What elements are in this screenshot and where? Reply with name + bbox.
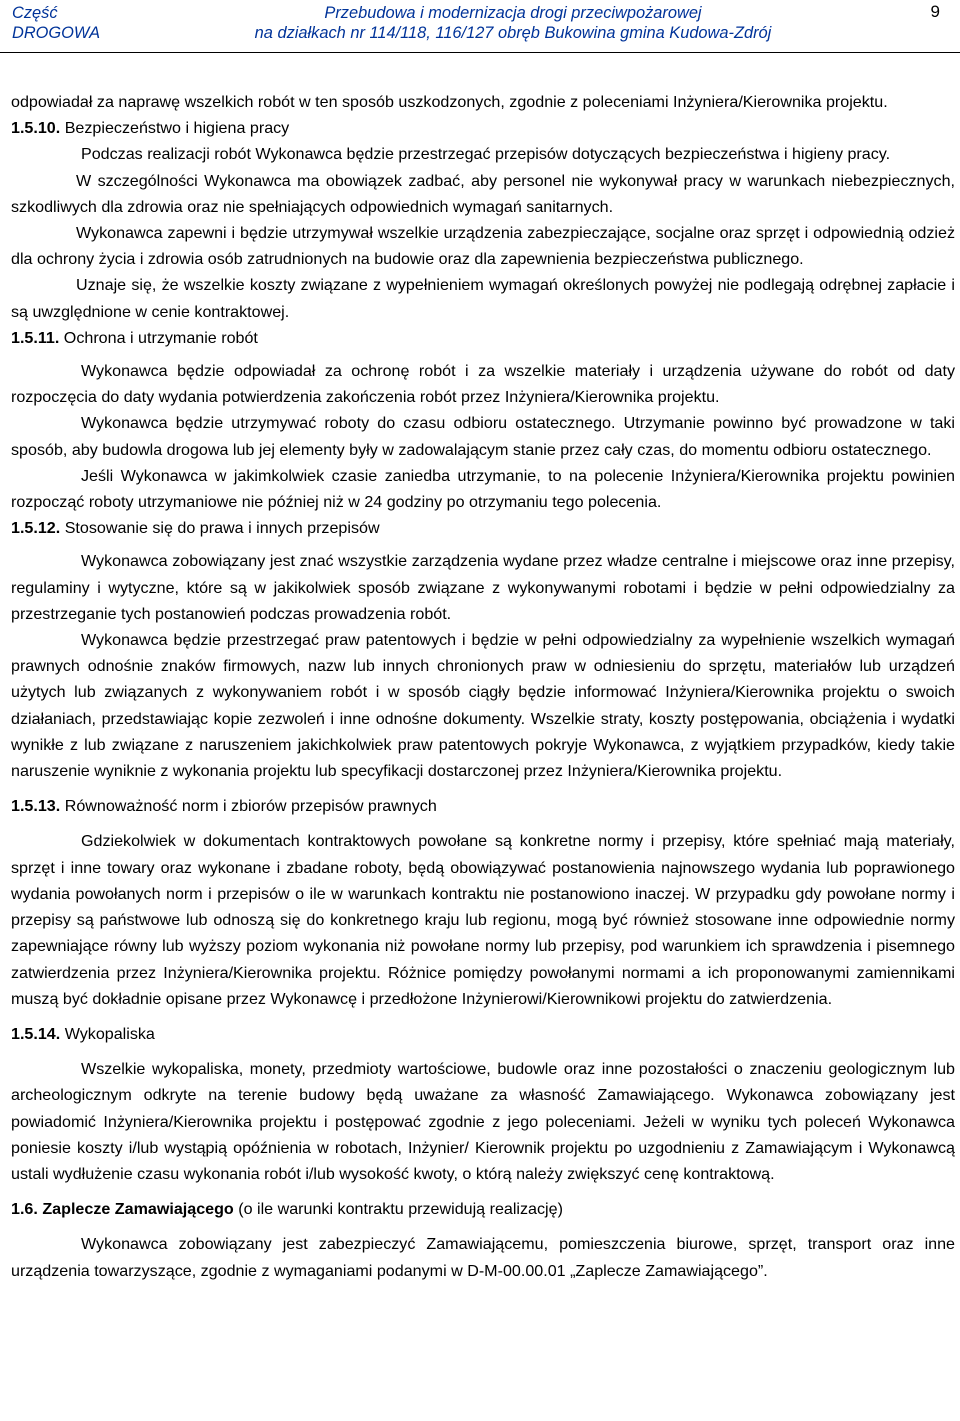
paragraph: Wykonawca zapewni i będzie utrzymywał wszelkie urządzenia zabezpieczające, socjalne oraz sprzęt i odpowiednią odzież dla ochrony życia i zdrowia osób zatrudnionych na budowie oraz dla zapewnienia bezpieczeństwa publicznego. [11, 224, 955, 269]
section-title: Równoważność norm i zbiorów przepisów prawnych [60, 797, 437, 816]
section-number: 1.5.11. [11, 328, 60, 347]
section-number: 1.6. [11, 1200, 38, 1219]
section-number: 1.5.10. [11, 119, 61, 138]
section-heading-1-5-14 [11, 1021, 955, 1047]
header-title [188, 3, 838, 43]
header-part [12, 3, 100, 43]
paragraph: Wykonawca będzie przestrzegać praw patentowych i będzie w pełni odpowiedzialny za wypełnienie wszelkich wymagań prawnych odnośnie znaków firmowych, nazw lub innych chronionych praw w odniesieniu do sprzętu, materiałów lub urządzeń użytych lub związanych z wykonywaniem robót i w sposób ciągły będzie informować Inżyniera/Kierownika projektu o swoich działaniach, przedstawiając kopie zezwoleń i inne odnośne dokumenty. Wszelkie straty, koszty postępowania, obciążenia i wydatki wynikłe z lub związane z naruszeniem jakichkolwiek praw patentowych pokryje Wykonawca, z wyjątkiem przypadków, kiedy takie naruszenie wyniknie z wykonania projektu lub specyfikacji dostarczonej przez Inżyniera/Kierownika projektu. [11, 631, 955, 781]
paragraph: Podczas realizacji robót Wykonawca będzie przestrzegać przepisów dotyczących bezpieczeństwa i higieny pracy. [81, 145, 891, 164]
section-title: Stosowanie się do prawa i innych przepisów [60, 519, 380, 538]
header-part-line1: Część [12, 4, 58, 22]
paragraph: Wykonawca zobowiązany jest znać wszystkie zarządzenia wydane przez władze centralne i miejscowe oraz inne przepisy, regulaminy i wytyczne, które są w jakikolwiek sposób związane z wykonywanymi robotami i będzie w pełni odpowiedzialny za przestrzeganie tych postanowień podczas prowadzenia robót. [11, 552, 955, 623]
section-heading-1-5-10 [11, 115, 955, 141]
section-heading-1-6 [11, 1196, 955, 1222]
paragraph: Wszelkie wykopaliska, monety, przedmioty wartościowe, budowle oraz inne pozostałości o znaczeniu geologicznym lub archeologicznym odkryte na terenie budowy będą uważane za własność Zamawiającego. Wykonawca zobowiązany jest powiadomić Inżyniera/Kierownika projektu i postępować zgodnie z jego poleceniami. Jeżeli w wyniku tych poleceń Wykonawca poniesie koszty i/lub wystąpią opóźnienia w robotach, Inżynier/ Kierownik projektu po uzgodnieniu z Zamawiającym i Wykonawcą ustali wydłużenie czasu wykonania robót i/lub wysokość kwoty, o którą należy zwiększyć cenę kontraktową. [11, 1060, 955, 1183]
section-title: Ochrona i utrzymanie robót [59, 328, 258, 347]
paragraph: Jeśli Wykonawca w jakimkolwiek czasie zaniedba utrzymanie, to na polecenie Inżyniera/Kierownika projektu powinien rozpocząć roboty utrzymaniowe nie później niż w 24 godziny po otrzymaniu tego polecenia. [11, 466, 955, 512]
paragraph: Wykonawca zobowiązany jest zabezpieczyć Zamawiającemu, pomieszczenia biurowe, sprzęt, transport oraz inne urządzenia towarzyszące, zgodnie z wymaganiami podanymi w D-M-00.00.01 „Zaplecze Zamawiającego”. [11, 1235, 955, 1280]
section-heading-1-5-11 [11, 325, 955, 351]
paragraph: Uznaje się, że wszelkie koszty związane z wypełnieniem wymagań określonych powyżej nie podlegają odrębnej zapłacie i są uwzględnione w cenie kontraktowej. [11, 276, 955, 321]
header-title-line2: na działkach nr 114/118, 116/127 obręb Bukowina gmina Kudowa-Zdrój [254, 24, 772, 42]
paragraph: W szczególności Wykonawca ma obowiązek zadbać, aby personel nie wykonywał pracy w warunkach niebezpiecznych, szkodliwych dla zdrowia oraz nie spełniających odpowiednich wymagań sanitarnych. [11, 171, 955, 216]
page-number: 9 [930, 2, 940, 21]
section-title-bold: Zaplecze Zamawiającego [37, 1200, 234, 1219]
paragraph: Gdziekolwiek w dokumentach kontraktowych powołane są konkretne normy i przepisy, które spełniać mają materiały, sprzęt i inne towary oraz wykonane i zbadane roboty, będą obowiązywać postanowienia najnowszego wydania lub poprawionego wydania powołanych norm i przepisów o ile w warunkach kontraktu nie postanowiono inaczej. W przypadku gdy powołane normy i przepisy są państwowe lub odnoszą się do konkretnego kraju lub regionu, mogą być również stosowane inne odpowiednie normy zapewniające równy lub wyższy poziom wykonania niż powołane normy lub przepisy, pod warunkiem ich sprawdzenia i pisemnego zatwierdzenia przez Inżyniera/Kierownika projektu. Różnice pomiędzy powołanymi normami a ich proponowanymi zamiennikami muszą być dokładnie opisane przez Wykonawcę i przedłożone Inżynierowi/Kierownikowi projektu do zatwierdzenia. [11, 832, 955, 1008]
section-number: 1.5.13. [11, 797, 61, 816]
section-title: Wykopaliska [60, 1024, 155, 1043]
section-heading-1-5-12 [11, 515, 955, 541]
header-part-line2: DROGOWA [12, 24, 101, 42]
section-title: Bezpieczeństwo i higiena pracy [60, 119, 290, 138]
page-header [0, 0, 960, 53]
section-heading-1-5-13 [11, 793, 955, 819]
document-body [11, 89, 955, 1284]
section-number: 1.5.12. [11, 519, 61, 538]
section-title-rest: (o ile warunki kontraktu przewidują realizację) [233, 1200, 563, 1219]
paragraph: Wykonawca będzie odpowiadał za ochronę robót i za wszelkie materiały i urządzenia używane do robót od daty rozpoczęcia do daty wydania potwierdzenia zakończenia robót przez Inżyniera/Kierownika projektu. [11, 362, 955, 407]
header-title-line1: Przebudowa i modernizacja drogi przeciwpożarowej [324, 4, 702, 22]
paragraph: Wykonawca będzie utrzymywać roboty do czasu odbioru ostatecznego. Utrzymanie powinno być prowadzone w taki sposób, aby budowla drogowa lub jej elementy były w zadowalającym stanie przez cały czas, do momentu odbioru ostatecznego. [11, 414, 955, 459]
paragraph: odpowiadał za naprawę wszelkich robót w ten sposób uszkodzonych, zgodnie z poleceniami Inżyniera/Kierownika projektu. [11, 93, 888, 111]
section-number: 1.5.14. [11, 1024, 61, 1043]
